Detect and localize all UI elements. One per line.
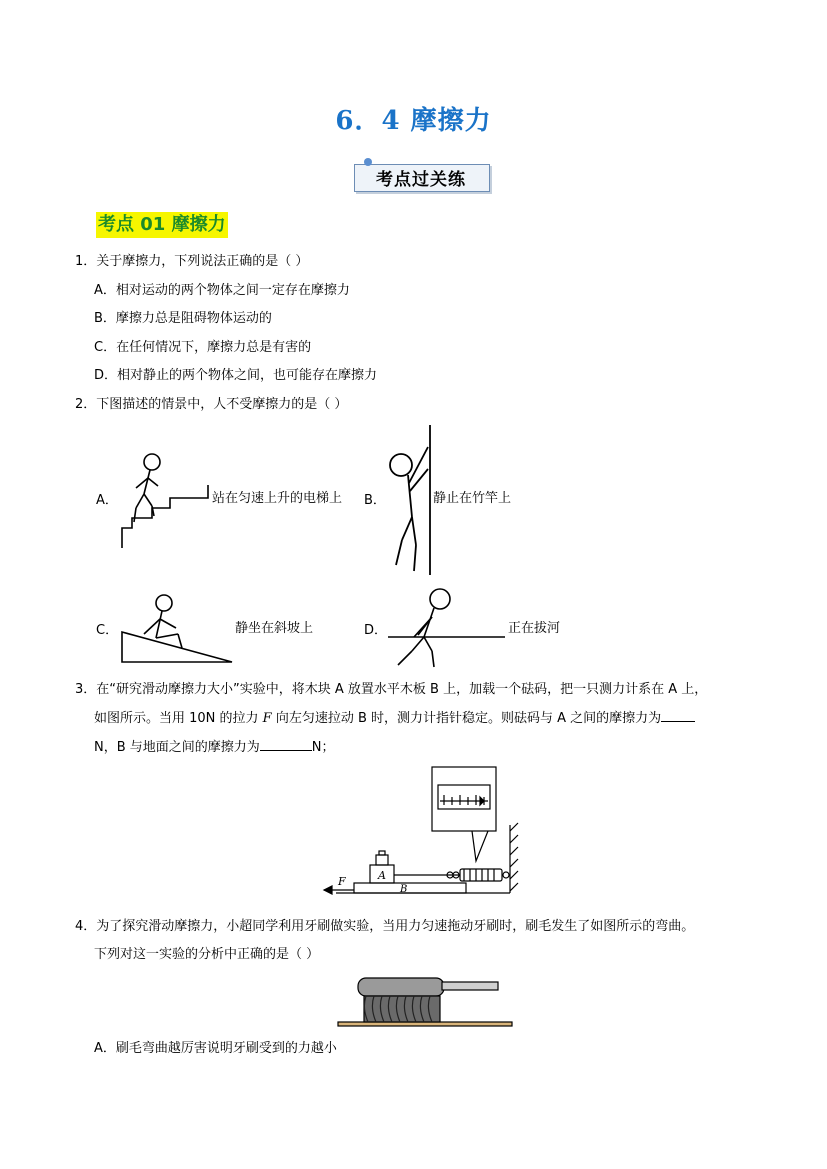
escalator-figure [118,450,218,550]
slope-sitter-figure [120,592,235,664]
q2-option-a-letter: A． [96,493,118,508]
section-banner [350,160,492,194]
q3-line-3-pre: N，B 与地面之间的摩擦力为 [94,740,260,755]
banner-text: 考点过关练 [376,170,466,190]
pole-climber-figure [384,425,434,575]
q1-option-b: B．摩擦力总是阻碍物体运动的 [94,311,272,326]
topic-heading: 考点 01 摩擦力 [96,212,228,238]
q4-line-1: 4．为了探究滑动摩擦力，小超同学利用牙刷做实验，当用力匀速拖动牙刷时，刷毛发生了如图所示的弯曲。 [75,919,695,934]
q2-stem: 2．下图描述的情景中，人不受摩擦力的是（ ） [75,397,348,412]
force-variable: F [262,711,272,726]
q3-line-2-post: 向左匀速拉动 B 时，测力计指针稳定。则砝码与 A 之间的摩擦力为 [271,711,662,726]
q1-stem: 1．关于摩擦力，下列说法正确的是（ ） [75,254,309,269]
q2-option-c-text: 静坐在斜坡上 [235,621,314,636]
q3-line-3 [94,738,335,757]
q1-option-a: A．相对运动的两个物体之间一定存在摩擦力 [94,283,350,298]
q3-line-2 [94,709,695,728]
q1-option-d: D．相对静止的两个物体之间，也可能存在摩擦力 [94,368,378,383]
answer-blank-2[interactable] [260,738,312,751]
force-f-label: F [338,875,346,888]
q4-option-a: A．刷毛弯曲越厉害说明牙刷受到的力越小 [94,1041,337,1056]
q3-line-3-post: N； [311,740,335,755]
q3-line-2-pre: 如图所示。当用 10N 的拉力 [94,711,263,726]
toothbrush-figure [334,972,516,1030]
q1-option-c: C．在任何情况下，摩擦力总是有害的 [94,340,312,355]
answer-blank-1[interactable] [661,709,695,722]
q2-option-b-text: 静止在竹竿上 [433,491,512,506]
q2-option-a-text: 站在匀速上升的电梯上 [212,491,343,506]
q2-option-d-text: 正在拔河 [508,621,561,636]
friction-experiment-figure [320,765,530,905]
q2-option-d-letter: D． [364,623,388,638]
board-b-label: B [400,884,408,895]
q4-line-2: 下列对这一实验的分析中正确的是（ ） [94,947,320,962]
tug-of-war-figure [388,585,508,670]
block-a-label: A [378,869,386,882]
page-title: 6．4 摩擦力 [335,106,492,136]
q2-option-c-letter: C． [96,623,119,638]
q3-line-1: 3．在“研究滑动摩擦力大小”实验中，将木块 A 放置水平木板 B 上，加载一个砝码，把一只测力计系在 A 上， [75,682,708,697]
q2-option-b-letter: B． [364,493,386,508]
